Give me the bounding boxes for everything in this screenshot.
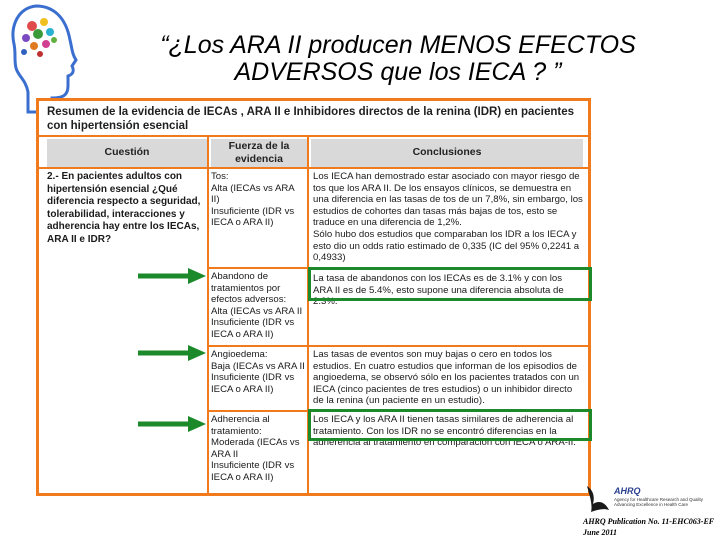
conclusion-adherence-highlight: Los IECA y los ARA II tienen tasas similares de adherencia al tratamiento.: [313, 414, 574, 437]
strength-cell-angioedema: Angioedema: Baja (IECAs vs ARA II Insuficiente (IDR vs IECA o ARA II): [211, 349, 305, 395]
strength-cell-abandonment: Abandono de tratamientos por efectos adversos: Alta (IECAs vs ARA II Insuficiente (IDR vs IECA o ARA II): [211, 271, 303, 340]
divider: [39, 167, 588, 169]
conclusion-cell-cough: Los IECA han demostrado estar asociado con mayor riesgo de tos que los ARA II. De los ensayos clínicos, se demuestra en una diferencia en las tasas de tos de un 7,8%, sin embargo, los estudios de cohortes dan tasas más bajas de tos, esto se traduce en una diferencia de 1,2%. Sólo hubo dos estudios que comparaban los IDR a los IECA y esto dio un odds ratio estimado de 0,335 (IC del 95% 0,2241 a 0,4933): [313, 171, 583, 264]
column-header-strength: Fuerza de la evidencia: [211, 139, 307, 168]
conclusion-cell-angioedema: Las tasas de eventos son muy bajas o cero en todos los estudios. En cuatro estudios que informan de los episodios de angioedema, se observó sólo en los pacientes tratados con un IECA (cinco pacientes de tres estudios) o un inhibidor directo de la renina (un paciente en un estudio).: [313, 349, 580, 407]
highlight-box-adherence: [308, 409, 592, 441]
ahrq-logo: AHRQ: [614, 486, 641, 496]
slide-title-line1: “¿Los ARA II producen MENOS EFECTOS: [160, 31, 636, 59]
slide-title: [118, 32, 678, 86]
divider: [39, 135, 588, 137]
question-cell: 2.- En pacientes adultos con hipertensión esencial ¿Qué diferencia respecto a seguridad, tolerabilidad, interacciones y adherencia hay entre los IECAs, ARA II e IDR?: [47, 171, 201, 245]
slide-title-line2: ADVERSOS que los IECA ? ”: [234, 58, 562, 86]
table-header: Resumen de la evidencia de IECAs , ARA II e Inhibidores directos de la renina (IDR) en pacientes con hipertensión esencial: [47, 106, 575, 132]
arrow-right-icon: [136, 266, 208, 286]
arrow-right-icon: [136, 343, 208, 363]
column-header-question: Cuestión: [47, 139, 207, 167]
hhs-eagle-logo-icon: [583, 482, 611, 514]
ahrq-tagline: Agency for Healthcare Research and Quality Advancing Excellence in Health Care: [614, 497, 704, 507]
conclusion-adherence-rest: Con los IDR no se encontró diferencias en la adherencia al tratamiento en comparación con IECA o ARA-II.: [313, 425, 576, 449]
divider: [207, 345, 588, 347]
divider: [207, 135, 209, 493]
publication-number: AHRQ Publication No. 11-EHC063-EF: [583, 517, 715, 526]
highlight-box-abandonment: [308, 267, 592, 301]
strength-cell-cough: Tos: Alta (IECAs vs ARA II) Insuficiente (IDR vs IECA o ARA II): [211, 171, 295, 229]
publication-date: June 2011: [583, 528, 618, 537]
conclusion-cell-abandonment: La tasa de abandonos con los IECAs es de 3.1% y con los ARA II es de 5.4%, esto supone una diferencia absoluta de 2.3%.: [313, 273, 564, 308]
strength-cell-adherence: Adherencia al tratamiento: Moderada (IECAs vs ARA II Insuficiente (IDR vs IECA o ARA II): [211, 414, 300, 483]
arrow-right-icon: [136, 414, 208, 434]
column-header-conclusions: Conclusiones: [311, 139, 583, 167]
